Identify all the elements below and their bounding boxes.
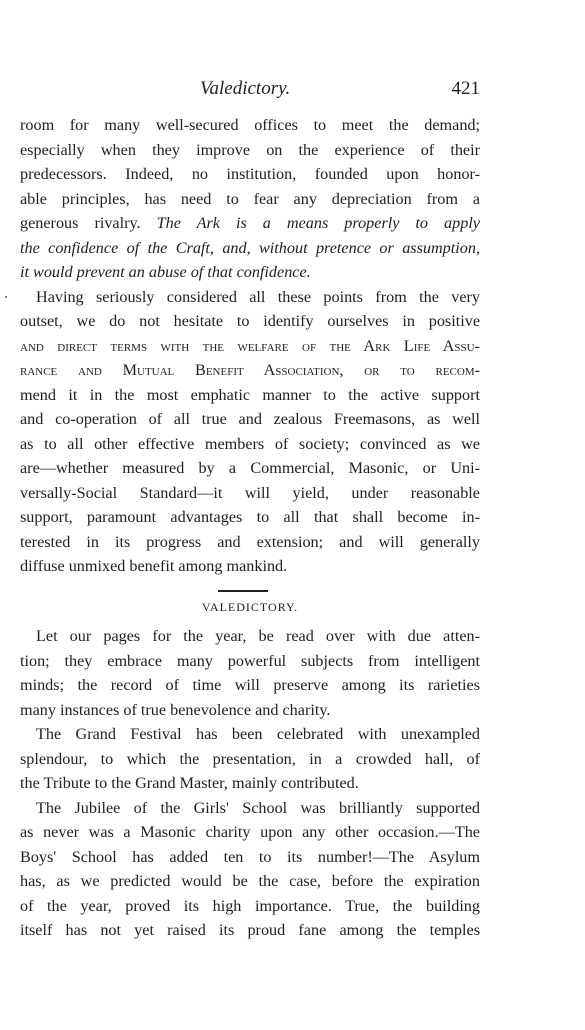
body-text-section-1 [20, 113, 480, 579]
text-line: are—whether measured by a Commercial, Masonic, or Uni- [20, 459, 480, 477]
italic-text-line: the confidence of the Craft, and, without pretence or assumption, [20, 238, 480, 257]
text-line: rance and Mutual Benefit Association, or to recom- [20, 361, 480, 379]
text-line: Let our pages for the year, be read over with due atten- [36, 627, 480, 645]
text-line: and co-operation of all true and zealous Freemasons, as well [20, 410, 480, 428]
text-line: the Tribute to the Grand Master, mainly contributed. [20, 774, 359, 792]
body-text-section-2 [20, 624, 480, 943]
text-line: minds; the record of time will preserve among its rarieties [20, 676, 480, 694]
text-line: The Grand Festival has been celebrated with unexampled [36, 725, 480, 743]
text-line: has, as we predicted would be the case, before the expiration [20, 872, 480, 890]
section-heading: VALEDICTORY. [201, 600, 299, 614]
text-line: of the year, proved its high importance. True, the building [20, 896, 480, 915]
text-line: splendour, to which the presentation, in a crowded hall, of [20, 749, 480, 768]
text-line: Boys' School has added ten to its number!—The Asylum [20, 847, 480, 866]
text-fragment: generous rivalry. [20, 214, 141, 232]
text-line: as to all other effective members of society; convinced as we [20, 434, 480, 453]
text-line: and direct terms with the welfare of the Ark Life Assu- [20, 336, 480, 355]
text-line [20, 211, 480, 236]
page-number: 421 [451, 78, 480, 99]
section-divider [218, 590, 268, 592]
text-line: room for many well-secured offices to meet the demand; [20, 116, 480, 134]
text-line: able principles, has need to fear any depreciation from a [20, 189, 480, 208]
text-line: predecessors. Indeed, no institution, founded upon honor- [20, 165, 480, 183]
text-line: many instances of true benevolence and charity. [20, 700, 331, 719]
italic-text-line: it would prevent an abuse of that confidence. [20, 263, 311, 281]
text-line: itself has not yet raised its proud fane among the temples [20, 921, 480, 939]
text-line: diffuse unmixed benefit among mankind. [20, 557, 288, 575]
text-line: as never was a Masonic charity upon any other occasion.—The [20, 823, 480, 841]
text-line: versally-Social Standard—it will yield, under reasonable [20, 483, 480, 502]
italic-text: The Ark is a means properly to apply [156, 214, 480, 232]
text-line: especially when they improve on the experience of their [20, 140, 480, 159]
text-line: outset, we do not hesitate to identify ourselves in positive [20, 312, 480, 330]
text-line: Having seriously considered all these points from the very [36, 287, 480, 306]
text-line: support, paramount advantages to all that shall become in- [20, 508, 480, 526]
text-line: mend it in the most emphatic manner to the active support [20, 385, 480, 404]
running-title: Valedictory. [200, 78, 291, 99]
text-line: The Jubilee of the Girls' School was brilliantly supported [36, 798, 480, 817]
page-header [20, 78, 480, 106]
text-line: terested in its progress and extension; and will generally [20, 532, 480, 551]
text-line: tion; they embrace many powerful subjects from intelligent [20, 651, 480, 670]
margin-speck [5, 296, 7, 298]
